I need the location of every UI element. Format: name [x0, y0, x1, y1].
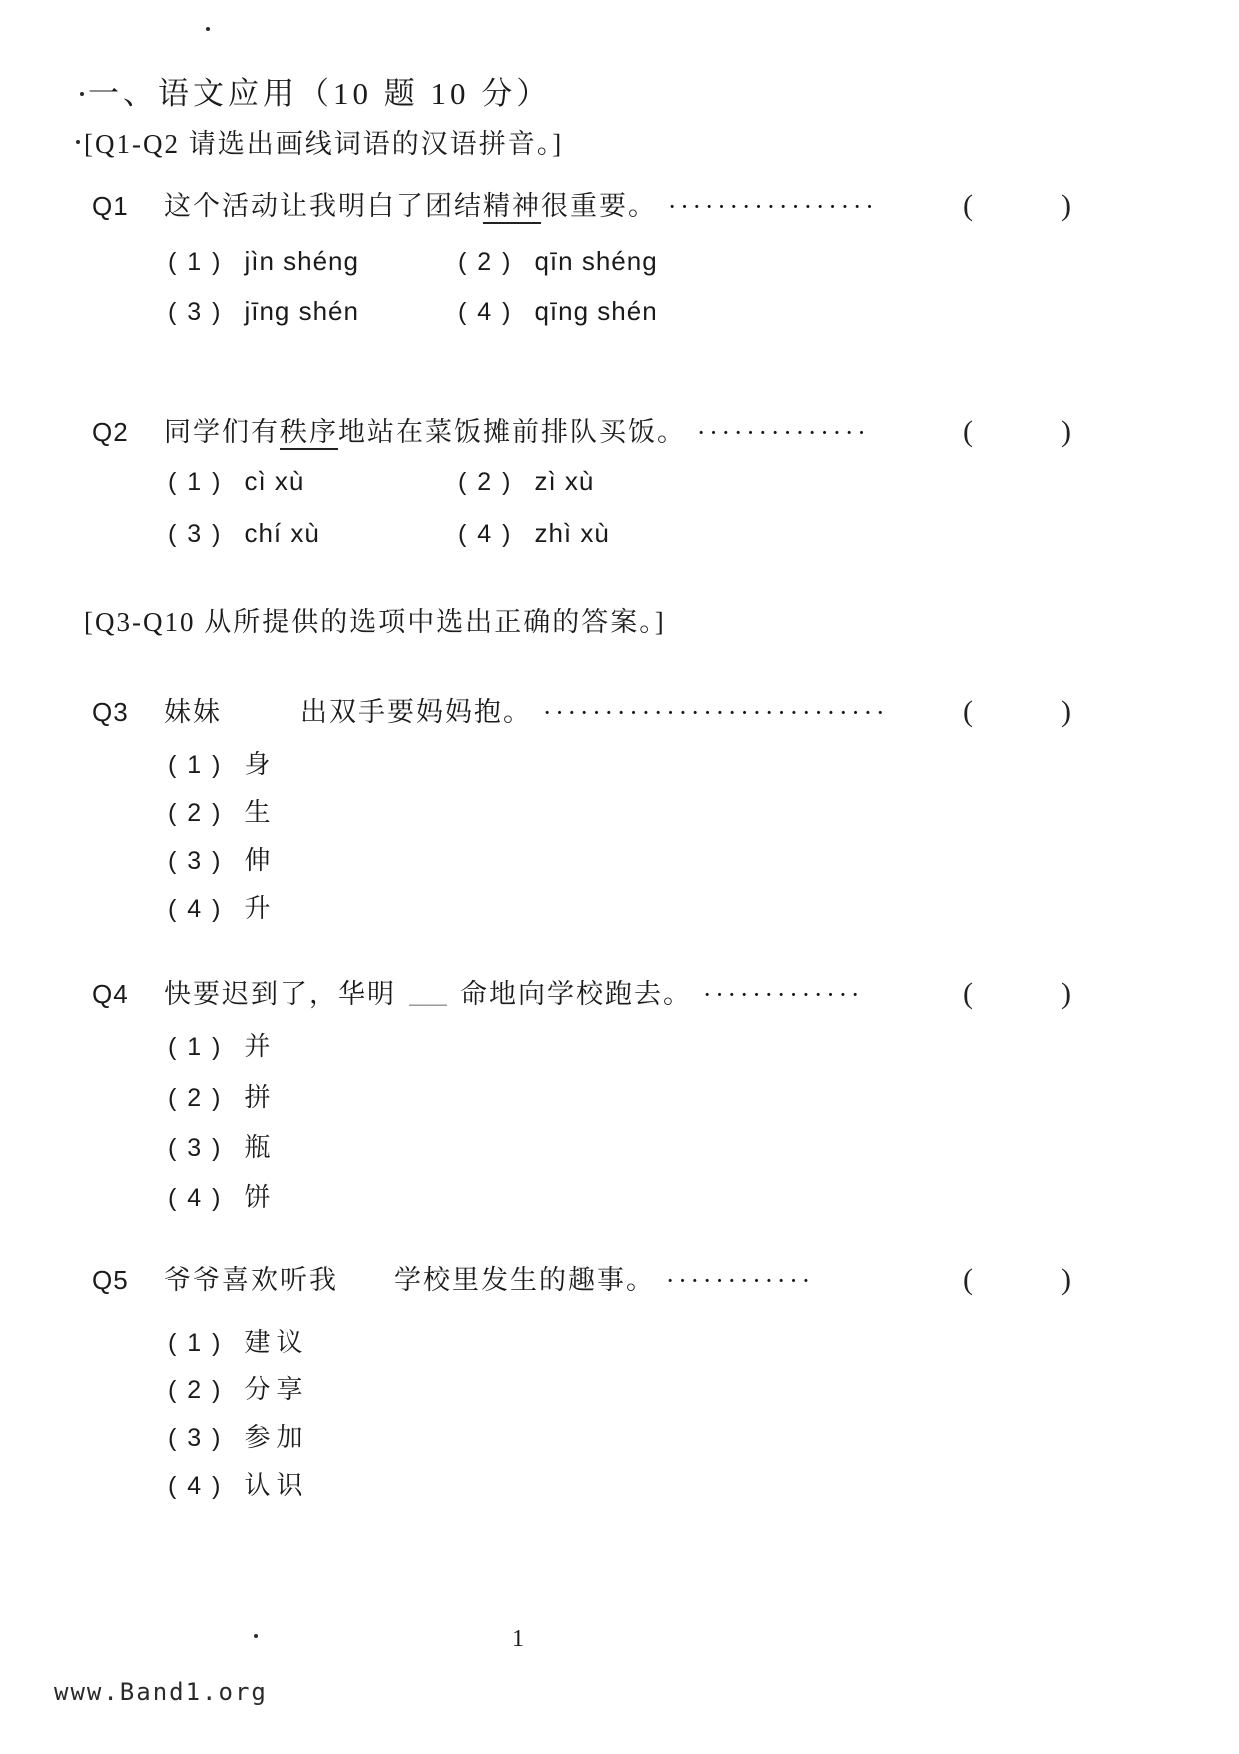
dotted-leader: ···························· [544, 702, 890, 724]
sentence-post: 地站在菜饭摊前排队买饭。 [338, 417, 686, 447]
option-text: zhì xù [534, 518, 610, 548]
option-text: 升 [244, 894, 277, 923]
instruction-q1-q2: [Q1-Q2 请选出画线词语的汉语拼音。] [84, 129, 564, 159]
option-text: 生 [244, 798, 277, 827]
option-text: qīng shén [534, 296, 658, 326]
answer-paren-close: ) [1061, 977, 1071, 1010]
q1-option-3 [168, 296, 359, 327]
question-sentence-q5 [164, 1258, 655, 1297]
answer-paren-open: ( [963, 415, 973, 448]
q2-option-1 [168, 466, 304, 497]
question-row-q1 [0, 184, 1239, 223]
dotted-leader: ················· [669, 196, 879, 218]
option-text: jīng shén [244, 296, 359, 326]
option-number: ( 3 ) [168, 520, 223, 548]
answer-paren-open: ( [963, 695, 973, 728]
option-text: 并 [244, 1032, 277, 1061]
q5-option-2 [168, 1369, 308, 1406]
question-sentence-q2 [164, 410, 686, 449]
option-text: 分享 [244, 1375, 309, 1404]
sentence-post: 学校里发生的趣事。 [394, 1265, 655, 1295]
q3-option-3 [168, 840, 276, 877]
option-number: ( 3 ) [168, 847, 223, 875]
option-text: 建议 [244, 1328, 309, 1357]
question-label-q1: Q1 [92, 191, 129, 221]
option-number: ( 4 ) [168, 1184, 223, 1212]
q1-option-1 [168, 246, 359, 277]
answer-paren-open: ( [963, 977, 973, 1010]
option-number: ( 1 ) [168, 468, 223, 496]
q5-option-4 [168, 1465, 308, 1502]
option-number: ( 4 ) [168, 895, 223, 923]
fill-in-blank: ＿＿ [408, 987, 447, 1008]
option-number: ( 4 ) [458, 298, 513, 326]
question-row-q3 [0, 690, 1239, 729]
option-text: jìn shéng [244, 246, 359, 276]
option-text: 饼 [244, 1183, 277, 1212]
q1-option-4 [458, 296, 658, 327]
answer-paren-close: ) [1061, 1263, 1071, 1296]
dotted-leader: ·············· [698, 422, 871, 444]
sentence-post: 命地向学校跑去。 [460, 979, 692, 1009]
q4-option-4 [168, 1177, 276, 1214]
option-number: ( 2 ) [458, 468, 513, 496]
option-text: 伸 [244, 846, 277, 875]
dotted-leader: ············· [704, 984, 865, 1006]
option-number: ( 3 ) [168, 1424, 223, 1452]
option-number: ( 1 ) [168, 751, 223, 779]
question-sentence-q4 [164, 972, 692, 1011]
option-text: zì xù [534, 466, 595, 496]
option-number: ( 1 ) [168, 1329, 223, 1357]
q2-option-3 [168, 518, 320, 549]
option-text: 拼 [244, 1083, 277, 1112]
section-title: 一、语文应用（10 题 10 分） [88, 76, 552, 111]
option-number: ( 2 ) [168, 1084, 223, 1112]
option-number: ( 3 ) [168, 1134, 223, 1162]
q3-option-1 [168, 744, 276, 781]
answer-paren-open: ( [963, 1263, 973, 1296]
page-number: 1 [512, 1626, 524, 1652]
sentence-post: 很重要。 [541, 191, 657, 221]
option-number: ( 4 ) [168, 1472, 223, 1500]
answer-paren-close: ) [1061, 415, 1071, 448]
question-label-q4: Q4 [92, 979, 129, 1009]
question-sentence-q1 [164, 184, 657, 223]
q3-option-2 [168, 792, 276, 829]
q3-option-4 [168, 888, 276, 925]
question-label-q3: Q3 [92, 697, 129, 727]
option-number: ( 1 ) [168, 1033, 223, 1061]
q5-option-3 [168, 1417, 308, 1454]
option-number: ( 2 ) [458, 248, 513, 276]
question-row-q2 [0, 410, 1239, 449]
underlined-term: 秩序 [280, 417, 338, 450]
option-text: cì xù [244, 466, 305, 496]
sentence-post: 出双手要妈妈抱。 [300, 697, 532, 727]
question-label-q5: Q5 [92, 1265, 129, 1295]
q2-option-2 [458, 466, 594, 497]
sentence-pre: 快要迟到了，华明 [164, 979, 396, 1009]
option-text: 瓶 [244, 1133, 277, 1162]
scan-speck [206, 27, 210, 31]
scan-speck [254, 1634, 258, 1638]
option-text: qīn shéng [534, 246, 658, 276]
option-number: ( 2 ) [168, 799, 223, 827]
q4-option-1 [168, 1026, 276, 1063]
option-number: ( 2 ) [168, 1376, 223, 1404]
scan-speck [80, 92, 84, 96]
sentence-pre: 爷爷喜欢听我 [164, 1265, 338, 1295]
option-text: chí xù [244, 518, 320, 548]
answer-paren-close: ) [1061, 189, 1071, 222]
instruction-q3-q10: [Q3-Q10 从所提供的选项中选出正确的答案。] [84, 607, 666, 637]
question-row-q5 [0, 1258, 1239, 1297]
question-label-q2: Q2 [92, 417, 129, 447]
option-text: 认识 [244, 1471, 309, 1500]
sentence-pre: 同学们有 [164, 417, 280, 447]
q2-option-4 [458, 518, 610, 549]
q1-option-2 [458, 246, 658, 277]
question-row-q4 [0, 972, 1239, 1011]
option-number: ( 4 ) [458, 520, 513, 548]
sentence-pre: 这个活动让我明白了团结 [164, 191, 483, 221]
question-sentence-q3 [164, 690, 532, 729]
q4-option-3 [168, 1127, 276, 1164]
option-number: ( 1 ) [168, 248, 223, 276]
answer-paren-open: ( [963, 189, 973, 222]
option-number: ( 3 ) [168, 298, 223, 326]
option-text: 身 [244, 750, 277, 779]
scan-speck [76, 140, 80, 144]
dotted-leader: ············ [667, 1270, 816, 1292]
underlined-term: 精神 [483, 191, 541, 224]
sentence-pre: 妹妹 [164, 697, 222, 727]
answer-paren-close: ) [1061, 695, 1071, 728]
website-watermark: www.Band1.org [54, 1678, 268, 1706]
q5-option-1 [168, 1322, 308, 1359]
option-text: 参加 [244, 1423, 309, 1452]
q4-option-2 [168, 1077, 276, 1114]
